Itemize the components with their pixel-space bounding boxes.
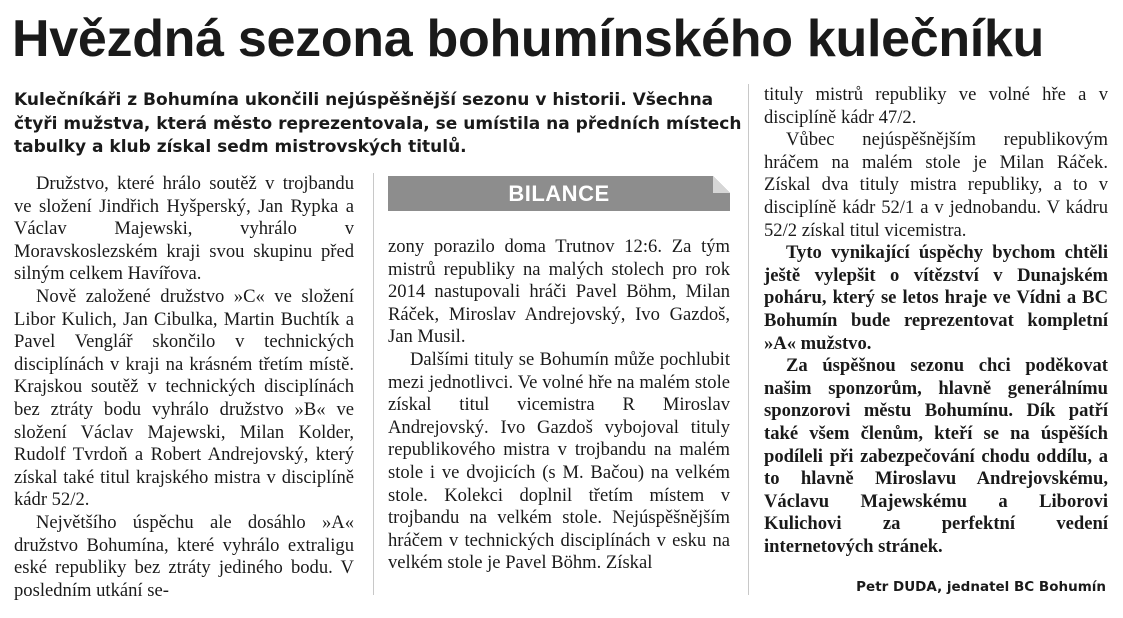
paragraph: Družstvo, které hrálo soutěž v trojbandu ve složení Jindřich Hyšperský, Jan Rypka a Václav Majewski, vyhrálo v Moravskoslezském kraji svou skupinu před silným celkem Havířova. — [14, 173, 354, 285]
article-column-1 — [14, 173, 354, 602]
article-headline: Hvězdná sezona bohumínského kulečníku — [12, 10, 1045, 68]
paragraph: tituly mistrů republiky ve volné hře a v disciplíně kádr 47/2. — [764, 84, 1108, 128]
article-column-2 — [388, 236, 730, 575]
paragraph: Vůbec nejúspěšnějším republikovým hráčem na malém stole je Milan Ráček. Získal dva tituly mistra republiky, a to v disciplíně kádr 52/1 a v jednobandu. V kádru 52/2 získal titul vicemistra. — [764, 129, 1108, 241]
article-author: Petr DUDA, jednatel BC Bohumín — [856, 579, 1106, 595]
article-column-3 — [764, 84, 1108, 558]
article-lead: Kulečníkáři z Bohumína ukončili nejúspěšnější sezonu v historii. Všechna čtyři mužstva, která město reprezentovala, se umístila na předních místech tabulky a klub získal sedm mistrovských titulů. — [14, 90, 742, 157]
column-divider — [748, 84, 749, 595]
section-box-title: BILANCE — [508, 181, 610, 206]
column-divider — [373, 173, 374, 595]
paragraph: Dalšími tituly se Bohumín může pochlubit mezi jednotlivci. Ve volné hře na malém stole získal titul vicemistra R Miroslav Andrejovský. Ivo Gazdoš vybojoval tituly republikového mistra v trojbandu na malém stole i ve dvojicích (s M. Bačou) na velkém stole. Kolekci doplnil třetím místem v trojbandu na velkém stole. Nejúspěšnějším hráčem v technických disciplínách v esku na velkém stole je Pavel Böhm. Získal — [388, 348, 730, 574]
section-box — [388, 176, 730, 211]
paragraph: Tyto vynikající úspěchy bychom chtěli ještě vylepšit o vítězství v Dunajském poháru, který se letos hraje ve Vídni a BC Bohumín bude reprezentovat kompletní »A« mužstvo. — [764, 242, 1108, 354]
paragraph: zony porazilo doma Trutnov 12:6. Za tým mistrů republiky na malých stolech pro rok 2014 nastupovali hráči Pavel Böhm, Milan Ráček, Miroslav Andrejovský, Ivo Gazdoš, Jan Musil. — [388, 236, 730, 348]
page-fold-shadow — [713, 176, 730, 193]
paragraph: Za úspěšnou sezonu chci poděkovat našim sponzorům, hlavně generálnímu sponzorovi městu Bohumínu. Dík patří také všem členům, kteří se na úspěších podíleli při zabezpečování chodu oddílu, a to hlavně Miroslavu Andrejovskému, Václavu Majewskému a Liborovi Kulichovi za perfektní vedení internetových stránek. — [764, 355, 1108, 557]
paragraph: Největšího úspěchu ale dosáhlo »A« družstvo Bohumína, které vyhrálo extraligu eské republiky bez ztráty jediného bodu. V posledním utkání se- — [14, 511, 354, 601]
paragraph: Nově založené družstvo »C« ve složení Libor Kulich, Jan Cibulka, Martin Buchtík a Pavel Venglář skončilo v technických disciplínách v kraji na krásném třetím místě. Krajskou soutěž v technických disciplínách bez ztráty bodu vyhrálo družstvo »B« ve složení Václav Majewski, Milan Kolder, Rudolf Tvrdoň a Robert Andrejovský, který získal také titul krajského mistra v disciplíně kádr 52/2. — [14, 285, 354, 511]
